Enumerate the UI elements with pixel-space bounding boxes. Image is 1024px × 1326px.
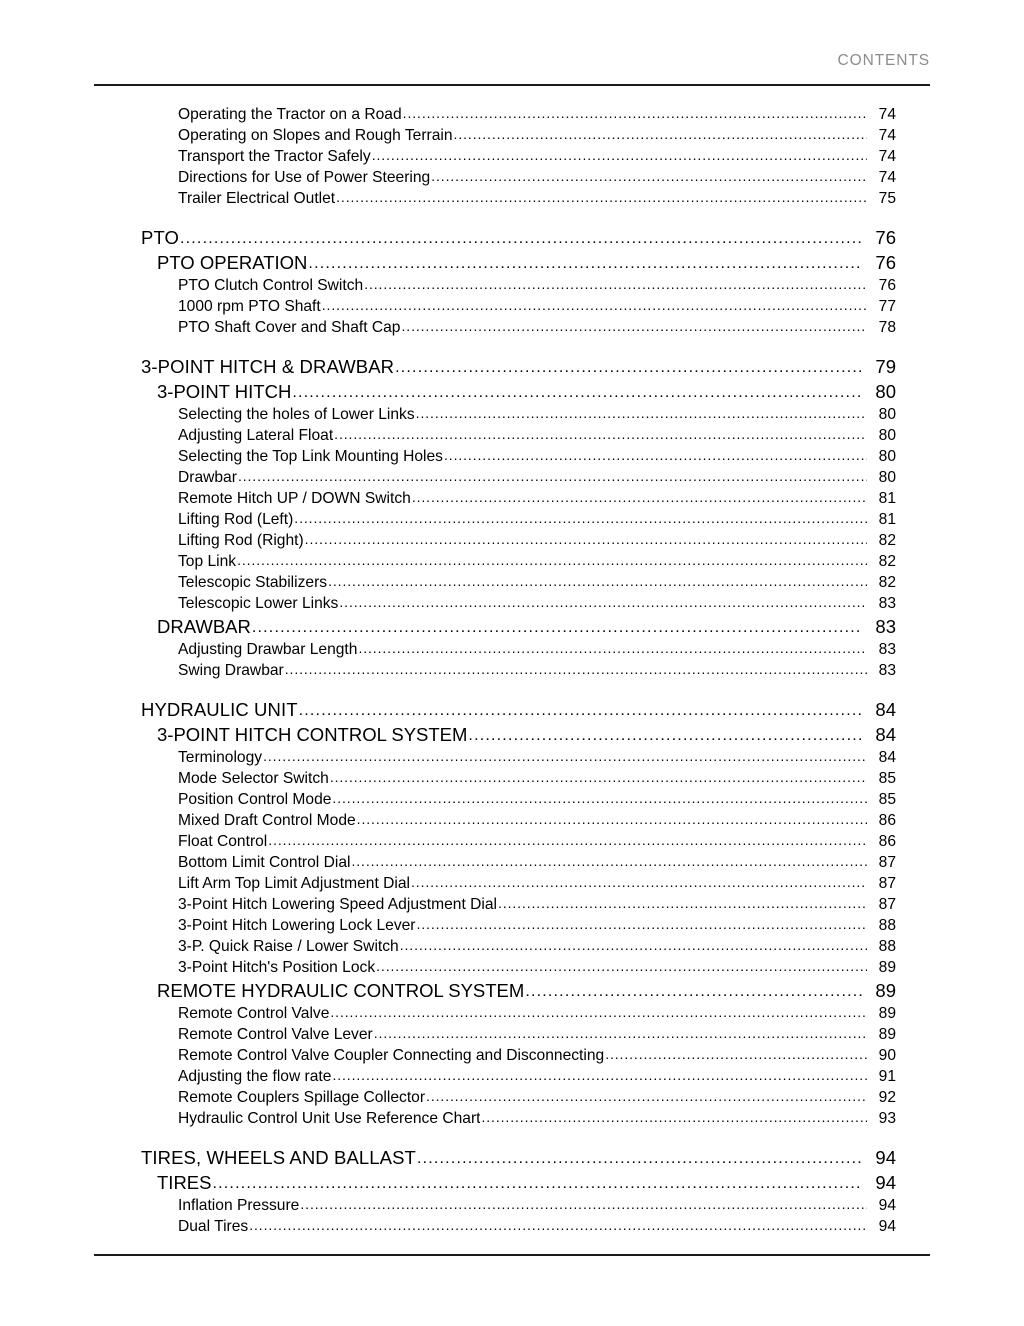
toc-entry-page-number: 76 [878, 277, 896, 294]
toc-entry-page-number: 80 [878, 469, 896, 486]
toc-entry-page-number: 83 [878, 641, 896, 658]
toc-leader-dots [364, 274, 867, 295]
toc-entry-title: Transport the Tractor Safely [178, 148, 371, 165]
toc-entry-title: Bottom Limit Control Dial [178, 854, 351, 871]
toc-entry-page-number: 74 [878, 127, 896, 144]
toc-leader-dots [299, 698, 863, 723]
toc-entry[interactable] [0, 1066, 1024, 1087]
toc-entry-page-number: 74 [878, 148, 896, 165]
toc-leader-dots [328, 571, 867, 592]
toc-entry-page-number: 87 [878, 896, 896, 913]
toc-entry-title: Swing Drawbar [178, 662, 284, 679]
toc-entry-title: Drawbar [178, 469, 237, 486]
toc-entry-page-number: 76 [875, 227, 896, 248]
toc-entry-title: Remote Couplers Spillage Collector [178, 1089, 426, 1106]
toc-entry[interactable] [0, 831, 1024, 852]
toc-leader-dots [417, 1146, 863, 1171]
toc-entry-title: 3-POINT HITCH CONTROL SYSTEM [157, 724, 468, 745]
toc-entry-page-number: 88 [878, 917, 896, 934]
toc-entry[interactable] [0, 978, 1024, 1003]
toc-leader-dots [334, 424, 867, 445]
toc-leader-dots [330, 1002, 867, 1023]
toc-entry-title: Telescopic Stabilizers [178, 574, 328, 591]
toc-entry[interactable] [0, 509, 1024, 530]
toc-leader-dots [308, 251, 863, 276]
toc-entry[interactable] [0, 957, 1024, 978]
toc-leader-dots [498, 893, 867, 914]
toc-entry-title: Hydraulic Control Unit Use Reference Chart [178, 1110, 481, 1127]
toc-entry-title: Adjusting Drawbar Length [178, 641, 358, 658]
toc-leader-dots [395, 355, 863, 380]
toc-entry-title: PTO [141, 227, 179, 248]
toc-leader-dots [294, 508, 867, 529]
toc-entry[interactable] [0, 1170, 1024, 1195]
toc-leader-dots [605, 1044, 867, 1065]
toc-entry[interactable] [0, 722, 1024, 747]
toc-entry-title: TIRES, WHEELS AND BALLAST [141, 1147, 416, 1168]
toc-entry-page-number: 94 [875, 1172, 896, 1193]
toc-entry-title: HYDRAULIC UNIT [141, 699, 298, 720]
toc-leader-dots [249, 1215, 867, 1236]
toc-entry[interactable] [0, 188, 1024, 209]
toc-leader-dots [351, 851, 867, 872]
toc-entry-title: Inflation Pressure [178, 1197, 300, 1214]
toc-leader-dots [322, 295, 867, 316]
toc-entry-title: Float Control [178, 833, 268, 850]
toc-entry[interactable] [0, 225, 1024, 250]
toc-leader-dots [403, 103, 867, 124]
toc-entry-title: Selecting the Top Link Mounting Holes [178, 448, 443, 465]
toc-entry-page-number: 81 [878, 490, 896, 507]
toc-entry[interactable] [0, 810, 1024, 831]
toc-leader-dots [426, 1086, 867, 1107]
toc-entry[interactable] [0, 146, 1024, 167]
toc-leader-dots [268, 830, 867, 851]
toc-entry-title: Selecting the holes of Lower Links [178, 406, 415, 423]
toc-leader-dots [417, 914, 868, 935]
toc-entry[interactable] [0, 250, 1024, 275]
toc-entry[interactable] [0, 936, 1024, 957]
toc-entry-title: 3-Point Hitch's Position Lock [178, 959, 376, 976]
toc-entry[interactable] [0, 768, 1024, 789]
toc-entry[interactable] [0, 1216, 1024, 1237]
toc-entry-page-number: 94 [875, 1147, 896, 1168]
toc-leader-dots [416, 403, 867, 424]
toc-entry-page-number: 80 [878, 406, 896, 423]
toc-entry-page-number: 86 [878, 812, 896, 829]
toc-entry-title: Mixed Draft Control Mode [178, 812, 356, 829]
toc-entry[interactable] [0, 1024, 1024, 1045]
toc-leader-dots [400, 935, 867, 956]
toc-leader-dots [332, 1065, 867, 1086]
toc-entry-title: Top Link [178, 553, 237, 570]
toc-leader-dots [411, 872, 867, 893]
toc-entry-title: Adjusting the flow rate [178, 1068, 332, 1085]
toc-leader-dots [332, 788, 867, 809]
toc-entry[interactable] [0, 852, 1024, 873]
toc-entry-title: Lift Arm Top Limit Adjustment Dial [178, 875, 410, 892]
toc-entry-page-number: 88 [878, 938, 896, 955]
toc-entry-title: Terminology [178, 749, 263, 766]
toc-entry-title: Remote Hitch UP / DOWN Switch [178, 490, 411, 507]
toc-entry[interactable] [0, 125, 1024, 146]
toc-leader-dots [444, 445, 867, 466]
toc-entry-page-number: 94 [878, 1197, 896, 1214]
toc-entry[interactable] [0, 104, 1024, 125]
toc-entry-title: Directions for Use of Power Steering [178, 169, 431, 186]
toc-entry-page-number: 83 [878, 662, 896, 679]
toc-entry[interactable] [0, 697, 1024, 722]
toc-entry-title: Dual Tires [178, 1218, 249, 1235]
toc-leader-dots [305, 529, 867, 550]
toc-entry[interactable] [0, 167, 1024, 188]
toc-entry-title: 3-P. Quick Raise / Lower Switch [178, 938, 399, 955]
toc-entry-page-number: 80 [875, 381, 896, 402]
toc-entry-page-number: 74 [878, 106, 896, 123]
toc-leader-dots [412, 487, 867, 508]
toc-entry[interactable] [0, 1195, 1024, 1216]
toc-entry-title: 3-POINT HITCH & DRAWBAR [141, 356, 395, 377]
toc-entry-title: Mode Selector Switch [178, 770, 329, 787]
toc-entry-page-number: 78 [878, 319, 896, 336]
toc-entry-page-number: 89 [878, 1026, 896, 1043]
toc-entry-page-number: 84 [875, 699, 896, 720]
toc-entry-title: DRAWBAR [157, 616, 251, 637]
toc-leader-dots [401, 316, 867, 337]
toc-entry-title: TIRES [157, 1172, 212, 1193]
toc-entry-page-number: 83 [875, 616, 896, 637]
toc-entry[interactable] [0, 1087, 1024, 1108]
toc-entry-title: REMOTE HYDRAULIC CONTROL SYSTEM [157, 980, 525, 1001]
toc-entry-title: PTO Clutch Control Switch [178, 277, 364, 294]
toc-entry-page-number: 89 [875, 980, 896, 1001]
toc-entry-title: 3-POINT HITCH [157, 381, 292, 402]
toc-entry[interactable] [0, 639, 1024, 660]
toc-entry-title: Operating on Slopes and Rough Terrain [178, 127, 453, 144]
toc-leader-dots [454, 124, 867, 145]
toc-entry-page-number: 87 [878, 854, 896, 871]
toc-entry-page-number: 89 [878, 959, 896, 976]
toc-entry-title: 3-Point Hitch Lowering Lock Lever [178, 917, 416, 934]
toc-entry-page-number: 90 [878, 1047, 896, 1064]
toc-entry-page-number: 75 [878, 190, 896, 207]
toc-entry-page-number: 84 [875, 724, 896, 745]
table-of-contents [0, 104, 1024, 1237]
toc-entry-title: PTO Shaft Cover and Shaft Cap [178, 319, 401, 336]
toc-entry-page-number: 83 [878, 595, 896, 612]
toc-entry-title: Adjusting Lateral Float [178, 427, 334, 444]
toc-entry[interactable] [0, 894, 1024, 915]
toc-entry-page-number: 85 [878, 770, 896, 787]
toc-leader-dots [339, 592, 867, 613]
toc-entry[interactable] [0, 593, 1024, 614]
toc-leader-dots [238, 466, 867, 487]
toc-entry-page-number: 80 [878, 448, 896, 465]
toc-entry-title: Telescopic Lower Links [178, 595, 339, 612]
toc-entry[interactable] [0, 551, 1024, 572]
toc-leader-dots [252, 615, 863, 640]
toc-entry[interactable] [0, 1108, 1024, 1129]
toc-entry[interactable] [0, 789, 1024, 810]
toc-leader-dots [481, 1107, 867, 1128]
toc-entry-page-number: 79 [875, 356, 896, 377]
toc-entry[interactable] [0, 1003, 1024, 1024]
toc-leader-dots [263, 746, 867, 767]
toc-leader-dots [357, 809, 867, 830]
toc-leader-dots [374, 1023, 867, 1044]
toc-entry[interactable] [0, 530, 1024, 551]
toc-leader-dots [292, 380, 863, 405]
toc-entry[interactable] [0, 915, 1024, 936]
toc-leader-dots [376, 956, 867, 977]
toc-entry[interactable] [0, 275, 1024, 296]
toc-leader-dots [285, 659, 867, 680]
footer-rule [94, 1254, 930, 1256]
toc-entry[interactable] [0, 660, 1024, 681]
toc-entry[interactable] [0, 747, 1024, 768]
toc-leader-dots [525, 979, 863, 1004]
toc-leader-dots [330, 767, 867, 788]
toc-entry[interactable] [0, 488, 1024, 509]
toc-leader-dots [358, 638, 867, 659]
toc-entry[interactable] [0, 404, 1024, 425]
toc-entry[interactable] [0, 354, 1024, 379]
toc-entry-page-number: 82 [878, 553, 896, 570]
toc-entry-title: Lifting Rod (Left) [178, 511, 294, 528]
toc-entry-title: PTO OPERATION [157, 252, 308, 273]
toc-leader-dots [212, 1171, 863, 1196]
toc-entry[interactable] [0, 467, 1024, 488]
toc-entry[interactable] [0, 1145, 1024, 1170]
toc-leader-dots [468, 723, 863, 748]
toc-entry-page-number: 85 [878, 791, 896, 808]
toc-entry-page-number: 82 [878, 574, 896, 591]
toc-entry[interactable] [0, 296, 1024, 317]
toc-leader-dots [336, 187, 867, 208]
toc-entry-page-number: 76 [875, 252, 896, 273]
toc-entry-title: 3-Point Hitch Lowering Speed Adjustment Dial [178, 896, 497, 913]
toc-entry[interactable] [0, 572, 1024, 593]
toc-entry-page-number: 94 [878, 1218, 896, 1235]
toc-leader-dots [431, 166, 867, 187]
toc-entry-title: Lifting Rod (Right) [178, 532, 304, 549]
toc-entry-page-number: 80 [878, 427, 896, 444]
toc-leader-dots [300, 1194, 867, 1215]
toc-leader-dots [180, 226, 863, 251]
page-header-label: CONTENTS [837, 52, 930, 69]
toc-entry-page-number: 84 [878, 749, 896, 766]
toc-entry[interactable] [0, 446, 1024, 467]
toc-entry-title: 1000 rpm PTO Shaft [178, 298, 321, 315]
toc-entry-page-number: 74 [878, 169, 896, 186]
toc-leader-dots [237, 550, 867, 571]
toc-entry-page-number: 82 [878, 532, 896, 549]
toc-entry-title: Remote Control Valve [178, 1005, 330, 1022]
toc-entry-title: Position Control Mode [178, 791, 332, 808]
toc-entry-title: Remote Control Valve Coupler Connecting and Disconnecting [178, 1047, 605, 1064]
toc-leader-dots [372, 145, 867, 166]
toc-entry-title: Operating the Tractor on a Road [178, 106, 402, 123]
toc-entry-page-number: 77 [878, 298, 896, 315]
toc-entry[interactable] [0, 379, 1024, 404]
toc-entry-page-number: 89 [878, 1005, 896, 1022]
toc-entry[interactable] [0, 1045, 1024, 1066]
toc-entry[interactable] [0, 317, 1024, 338]
toc-entry-page-number: 87 [878, 875, 896, 892]
toc-entry[interactable] [0, 873, 1024, 894]
toc-entry[interactable] [0, 614, 1024, 639]
toc-entry[interactable] [0, 425, 1024, 446]
header-rule [94, 84, 930, 86]
toc-entry-title: Trailer Electrical Outlet [178, 190, 336, 207]
toc-entry-page-number: 93 [878, 1110, 896, 1127]
toc-entry-page-number: 81 [878, 511, 896, 528]
toc-entry-page-number: 86 [878, 833, 896, 850]
toc-entry-page-number: 91 [878, 1068, 896, 1085]
toc-entry-page-number: 92 [878, 1089, 896, 1106]
toc-entry-title: Remote Control Valve Lever [178, 1026, 373, 1043]
